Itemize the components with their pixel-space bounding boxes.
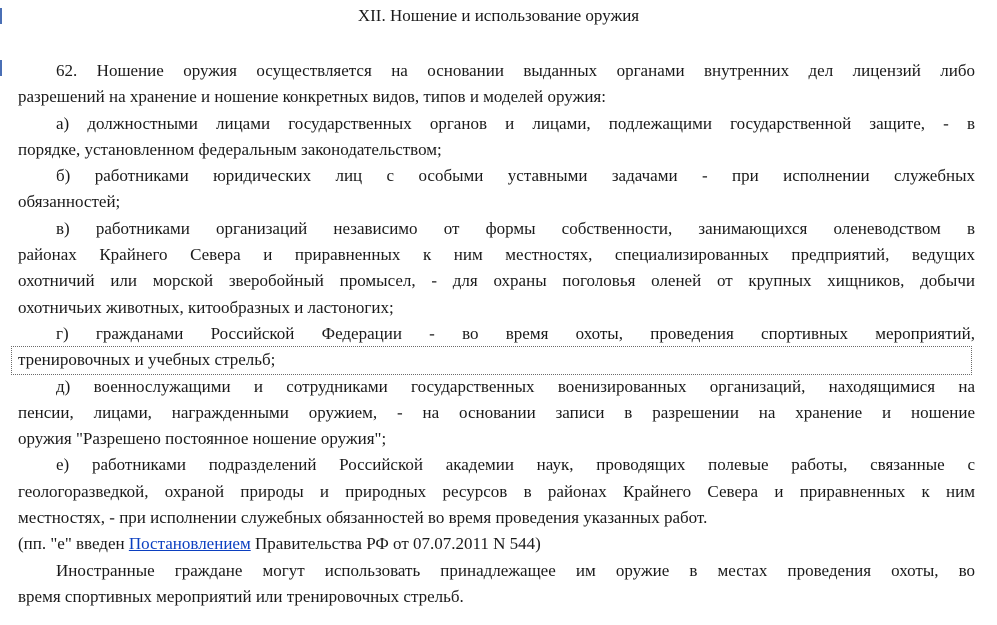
paragraph-line: е) работниками подразделений Российской академии наук, проводящих полевые работы, связанные с xyxy=(56,455,975,475)
amendment-suffix: Правительства РФ от 07.07.2011 N 544) xyxy=(250,534,541,554)
amendment-note xyxy=(18,531,975,557)
foreign-citizens-paragraph xyxy=(18,558,975,611)
paragraph-line: пенсии, лицами, награжденными оружием, - на основании записи в разрешении на хранение и ношение xyxy=(18,402,975,422)
paragraph-line: д) военнослужащими и сотрудниками государственных военизированных организаций, находящимися на xyxy=(56,376,975,396)
paragraph-line: время спортивных мероприятий или тренировочных стрельб. xyxy=(18,586,464,606)
paragraph-line: местностях, - при исполнении служебных обязанностей во время проведения указанных работ. xyxy=(18,508,708,528)
item-b xyxy=(18,163,975,216)
amendment-prefix: (пп. "е" введен xyxy=(18,534,129,554)
selected-line[interactable]: тренировочных и учебных стрельб; xyxy=(12,347,971,373)
resolution-link[interactable]: Постановлением xyxy=(128,534,251,554)
item-d xyxy=(18,374,975,453)
paragraph-line: охотничьих животных, китообразных и ластоногих; xyxy=(18,297,394,317)
item-g xyxy=(18,321,975,374)
item-a xyxy=(18,111,975,164)
paragraph-line: охотничий или морской зверобойный промысел, - для охраны поголовья оленей от крупных хищников, добычи xyxy=(18,271,975,291)
paragraph-line: б) работниками юридических лиц с особыми уставными задачами - при исполнении служебных xyxy=(56,166,975,186)
paragraph-line: 62. Ношение оружия осуществляется на основании выданных органами внутренних дел лицензий либо xyxy=(56,61,975,80)
paragraph-line: районах Крайнего Севера и приравненных к ним местностях, специализированных предприятий, ведущих xyxy=(18,245,975,265)
item-v xyxy=(18,216,975,321)
paragraph-line: оружия "Разрешено постоянное ношение оружия"; xyxy=(18,429,387,449)
paragraph-line: Иностранные граждане могут использовать принадлежащее им оружие в местах проведения охоты, во xyxy=(56,560,975,580)
paragraph-line: в) работниками организаций независимо от формы собственности, занимающихся оленеводством в xyxy=(56,218,975,238)
paragraph-line: порядке, установленном федеральным законодательством; xyxy=(18,139,442,159)
paragraph-line: обязанностей; xyxy=(18,192,121,212)
paragraph-line: геологоразведкой, охраной природы и природных ресурсов в районах Крайнего Севера и приравненных к ним xyxy=(18,481,975,501)
change-marker xyxy=(0,60,2,76)
paragraph-line: г) гражданами Российской Федерации - во время охоты, проведения спортивных мероприятий, xyxy=(56,323,975,343)
paragraph-line: а) должностными лицами государственных органов и лицами, подлежащими государственной защите, - в xyxy=(56,113,975,133)
item-e xyxy=(18,452,975,531)
document-body xyxy=(18,58,975,610)
paragraph-62 xyxy=(18,58,975,111)
section-title: XII. Ношение и использование оружия xyxy=(357,6,640,25)
paragraph-line: разрешений на хранение и ношение конкретных видов, типов и моделей оружия: xyxy=(18,87,606,107)
